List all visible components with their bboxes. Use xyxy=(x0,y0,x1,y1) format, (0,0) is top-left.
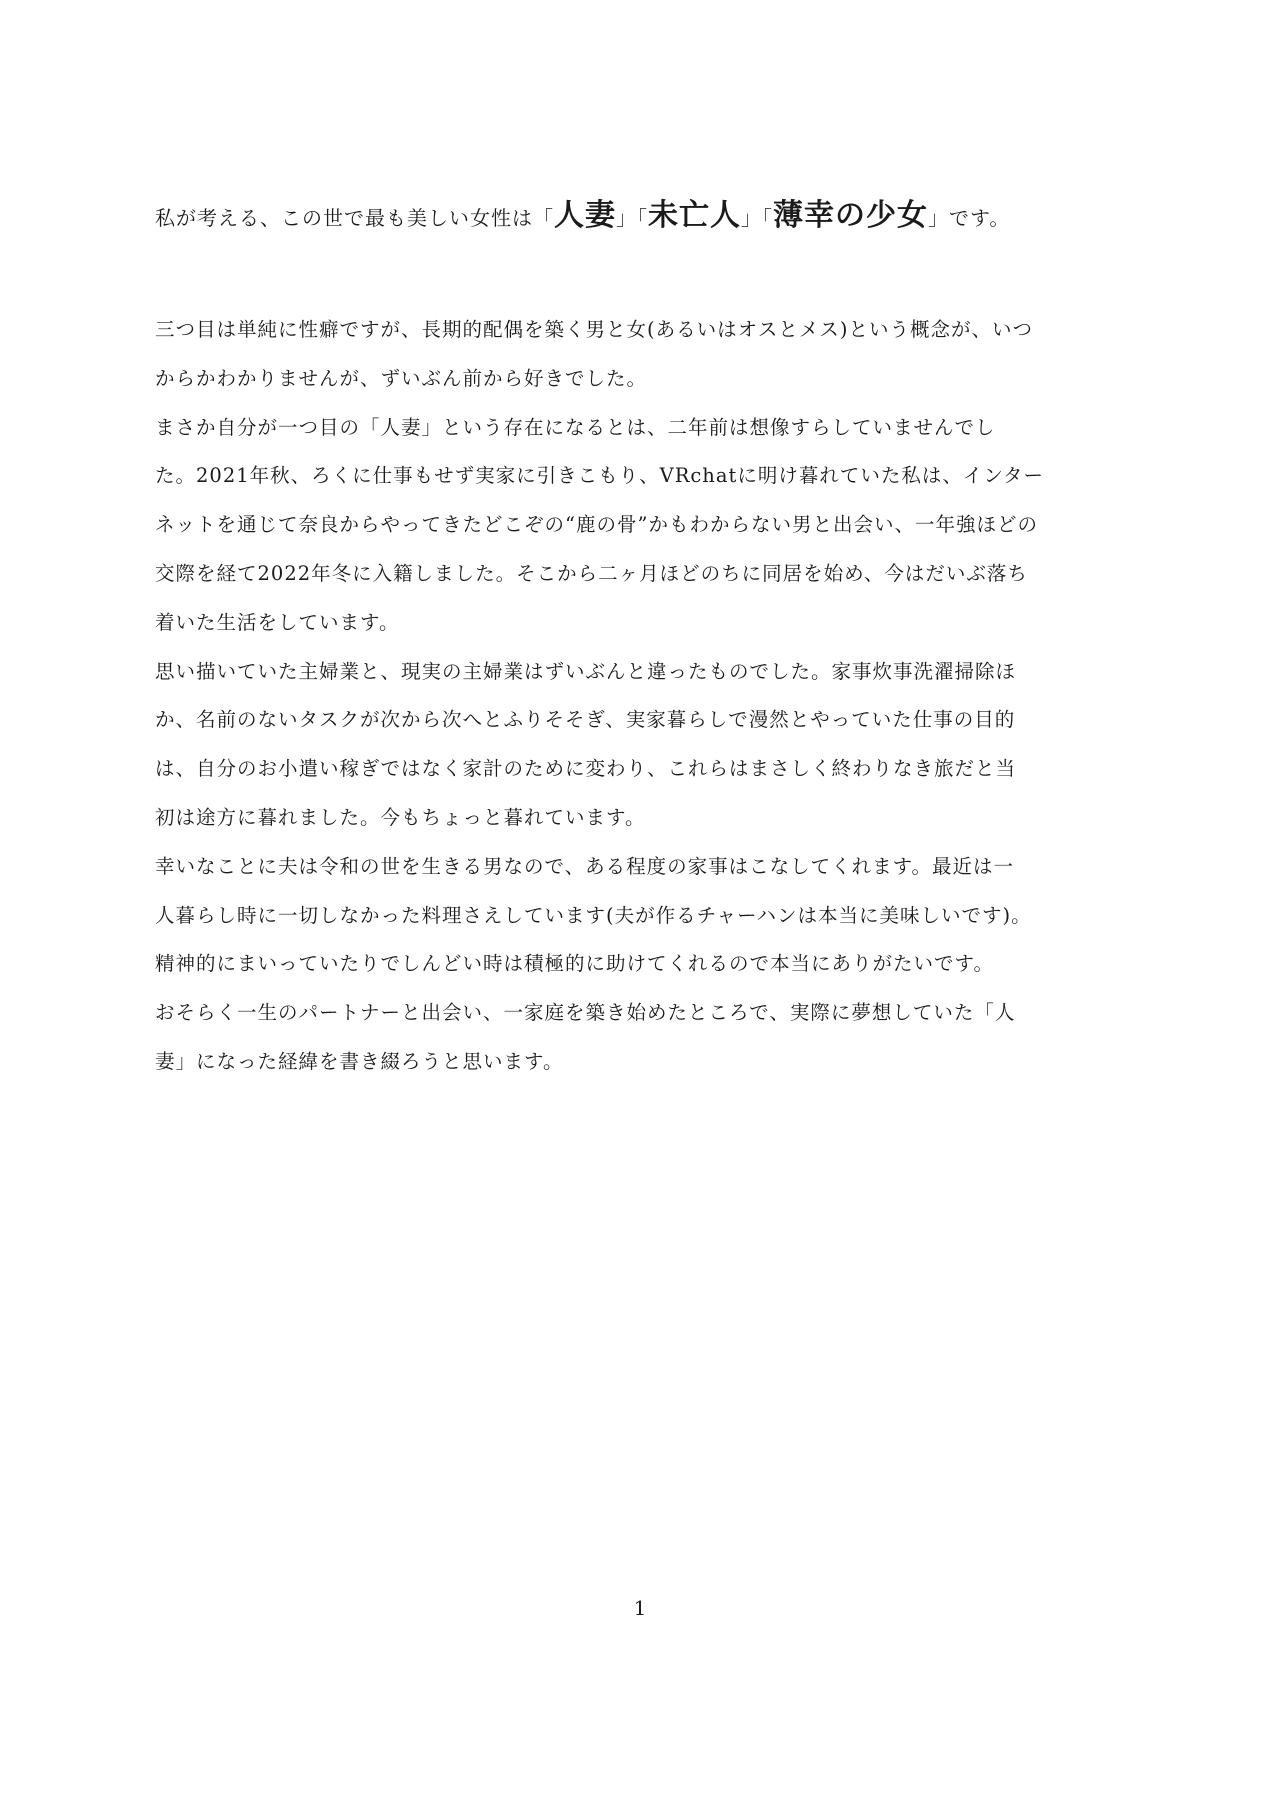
text-line: まさか自分が一つ目の「人妻」という存在になるとは、二年前は想像すらしていませんでし xyxy=(155,415,996,439)
heading-bracket-separator-2: 」「 xyxy=(741,206,773,230)
text-line: おそらく一生のパートナーと出会い、一家庭を築き始めたところで、実際に夢想していた「人 xyxy=(155,1001,1016,1025)
page-number: 1 xyxy=(633,1596,647,1620)
text-line: は、自分のお小遣い稼ぎではなく家計のために変わり、これらはまさしく終わりなき旅だと当 xyxy=(155,757,1017,781)
text-line: 幸いなことに夫は令和の世を生きる男なので、ある程度の家事はこなしてくれます。最近は一 xyxy=(155,854,1015,878)
heading-prefix: 私が考える、この世で最も美しい女性は xyxy=(155,206,533,230)
text-line: 初は途方に暮れました。今もちょっと暮れています。 xyxy=(155,805,646,829)
text-line: ネットを通じて奈良からやってきたどこぞの“鹿の骨”かもわからない男と出会い、一年強ほどの xyxy=(155,513,1038,537)
heading-term-hitozuma: 人妻 xyxy=(554,198,616,233)
heading-term-miboujin: 未亡人 xyxy=(648,198,741,233)
text-line: か、名前のないタスクが次から次へとふりそそぎ、実家暮らしで漫然とやっていた仕事の目的 xyxy=(155,708,1016,732)
text-line: 人暮らし時に一切しなかった料理さえしています(夫が作るチャーハンは本当に美味しいです)。 xyxy=(155,903,1032,927)
body-text xyxy=(155,306,1135,1087)
text-line: 妻」になった経緯を書き綴ろうと思います。 xyxy=(155,1049,564,1073)
heading xyxy=(155,196,1155,238)
heading-bracket-separator-1: 」「 xyxy=(616,206,648,230)
text-line: 交際を経て2022年冬に入籍しました。そこから二ヶ月ほどのちに同居を始め、今はだいぶ落ち xyxy=(155,561,1028,585)
text-line: た。2021年秋、ろくに仕事もせず実家に引きこもり、VRchatに明け暮れていた私は、インター xyxy=(155,464,1045,488)
text-line: 思い描いていた主婦業と、現実の主婦業はずいぶんと違ったものでした。家事炊事洗濯掃除ほ xyxy=(155,659,1017,683)
text-line: 三つ目は単純に性癖ですが、長期的配偶を築く男と女(あるいはオスとメス)という概念が、いつ xyxy=(155,318,1034,341)
text-line: 着いた生活をしています。 xyxy=(155,610,400,634)
text-line: 精神的にまいっていたりでしんどい時は積極的に助けてくれるので本当にありがたいです。 xyxy=(155,952,994,976)
text-line: からかわかりませんが、ずいぶん前から好きでした。 xyxy=(155,366,648,390)
heading-suffix: 」です。 xyxy=(928,206,1011,230)
heading-bracket-open: 「 xyxy=(533,206,554,230)
heading-term-hakkou-no-shoujo: 薄幸の少女 xyxy=(773,198,928,233)
